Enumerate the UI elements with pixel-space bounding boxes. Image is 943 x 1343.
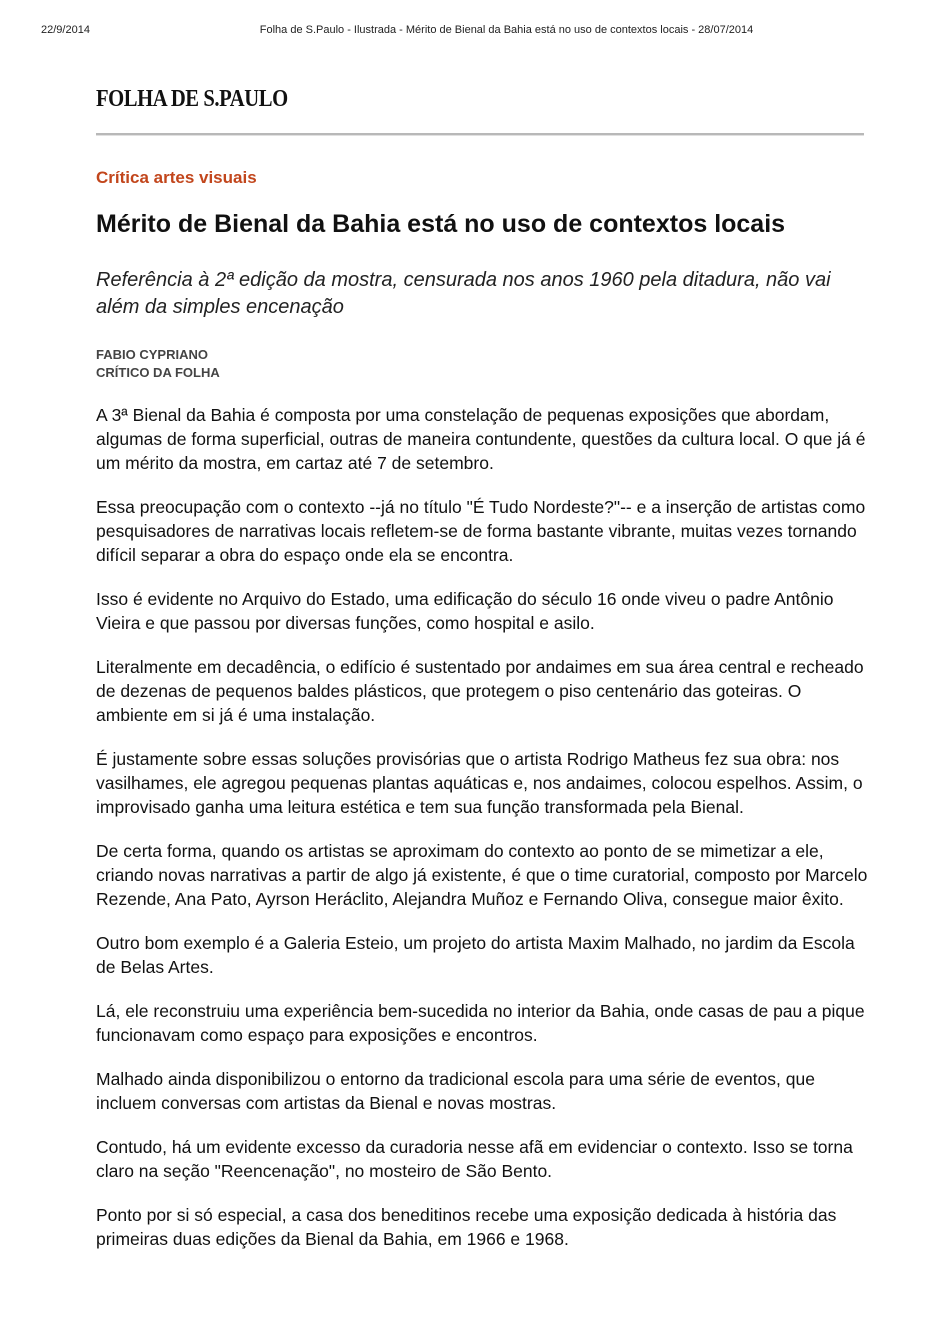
- article-paragraph: Isso é evidente no Arquivo do Estado, uma edificação do século 16 onde viveu o padre Antônio Vieira e que passou por diversas funções, como hospital e asilo.: [96, 589, 834, 633]
- article-paragraph: Ponto por si só especial, a casa dos beneditinos recebe uma exposição dedicada à história das primeiras duas edições da Bienal da Bahia, em 1966 e 1968.: [96, 1205, 837, 1249]
- article-body: [96, 403, 868, 1271]
- header-divider: [96, 133, 864, 136]
- author-role: CRÍTICO DA FOLHA: [96, 365, 220, 380]
- article-paragraph: Malhado ainda disponibilizou o entorno da tradicional escola para uma série de eventos, que incluem conversas com artistas da Bienal e novas mostras.: [96, 1069, 815, 1113]
- folha-logo[interactable]: FOLHA DE S.PAULO: [96, 86, 288, 112]
- article-paragraph: Literalmente em decadência, o edifício é sustentado por andaimes em sua área central e recheado de dezenas de pequenos baldes plásticos, que protegem o piso centenário das goteiras. O ambiente em si já é uma instalação.: [96, 657, 864, 725]
- article-headline: Mérito de Bienal da Bahia está no uso de contextos locais: [96, 210, 786, 238]
- article-subhead: Referência à 2ª edição da mostra, censurada nos anos 1960 pela ditadura, não vai além da simples encenação: [96, 269, 831, 318]
- print-date: 22/9/2014: [41, 24, 90, 36]
- article-paragraph: É justamente sobre essas soluções provisórias que o artista Rodrigo Matheus fez sua obra: nos vasilhames, ele agregou pequenas plantas aquáticas e, nos andaimes, colocou espelhos. Assim, o improvisado ganha uma leitura estética e tem sua função transformada pela Bienal.: [96, 749, 863, 817]
- article-byline: [96, 346, 220, 382]
- article-kicker[interactable]: Crítica artes visuais: [96, 168, 257, 187]
- article-paragraph: Contudo, há um evidente excesso da curadoria nesse afã em evidenciar o contexto. Isso se torna claro na seção "Reencenação", no mosteiro de São Bento.: [96, 1137, 853, 1181]
- article-paragraph: Lá, ele reconstruiu uma experiência bem-sucedida no interior da Bahia, onde casas de pau a pique funcionavam como espaço para exposições e encontros.: [96, 1001, 865, 1045]
- article-paragraph: A 3ª Bienal da Bahia é composta por uma constelação de pequenas exposições que abordam, algumas de forma superficial, outras de maneira contundente, questões da cultura local. O que já é um mérito da mostra, em cartaz até 7 de setembro.: [96, 405, 866, 473]
- article-paragraph: De certa forma, quando os artistas se aproximam do contexto ao ponto de se mimetizar a ele, criando novas narrativas a partir de algo já existente, é que o time curatorial, composto por Marcelo Rezende, Ana Pato, Ayrson Heráclito, Alejandra Muñoz e Fernando Oliva, consegue maior êxito.: [96, 841, 868, 909]
- article-paragraph: Essa preocupação com o contexto --já no título "É Tudo Nordeste?"-- e a inserção de artistas como pesquisadores de narrativas locais refletem-se de forma bastante vibrante, muitas vezes tornando difícil separar a obra do espaço onde ela se encontra.: [96, 497, 866, 565]
- print-page-title: Folha de S.Paulo - Ilustrada - Mérito de Bienal da Bahia está no uso de contextos locais - 28/07/2014: [259, 24, 754, 36]
- print-header: [0, 24, 943, 40]
- article-paragraph: Outro bom exemplo é a Galeria Esteio, um projeto do artista Maxim Malhado, no jardim da Escola de Belas Artes.: [96, 933, 855, 977]
- author-name: FABIO CYPRIANO: [96, 347, 208, 362]
